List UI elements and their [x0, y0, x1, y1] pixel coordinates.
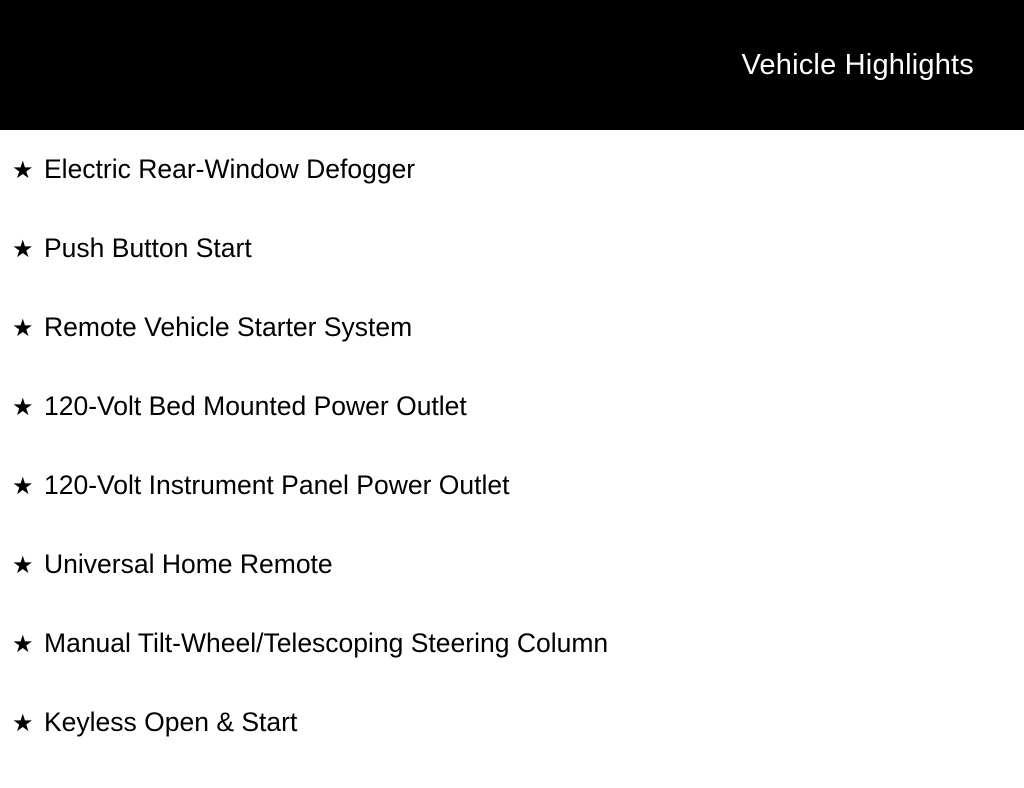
page-title: Vehicle Highlights	[741, 48, 974, 81]
star-icon: ★	[12, 394, 34, 421]
list-item	[0, 630, 1024, 709]
list-item	[0, 314, 1024, 393]
star-icon: ★	[12, 710, 34, 737]
star-icon: ★	[12, 315, 34, 342]
star-icon: ★	[12, 157, 34, 184]
feature-label: Keyless Open & Start	[44, 707, 298, 737]
list-item	[0, 551, 1024, 630]
list-item	[0, 156, 1024, 235]
feature-label: Universal Home Remote	[44, 549, 333, 579]
feature-label: Remote Vehicle Starter System	[44, 312, 413, 342]
feature-label: Push Button Start	[44, 233, 252, 263]
star-icon: ★	[12, 631, 34, 658]
feature-label: 120-Volt Bed Mounted Power Outlet	[44, 391, 467, 421]
feature-label: 120-Volt Instrument Panel Power Outlet	[44, 470, 510, 500]
page-header	[0, 0, 1024, 130]
list-item	[0, 709, 1024, 788]
list-item	[0, 472, 1024, 551]
list-item	[0, 393, 1024, 472]
star-icon: ★	[12, 473, 34, 500]
star-icon: ★	[12, 236, 34, 263]
feature-label: Electric Rear-Window Defogger	[44, 154, 416, 184]
star-icon: ★	[12, 552, 34, 579]
feature-label: Manual Tilt-Wheel/Telescoping Steering Column	[44, 628, 609, 658]
list-item	[0, 235, 1024, 314]
vehicle-highlights-list	[0, 130, 1024, 788]
